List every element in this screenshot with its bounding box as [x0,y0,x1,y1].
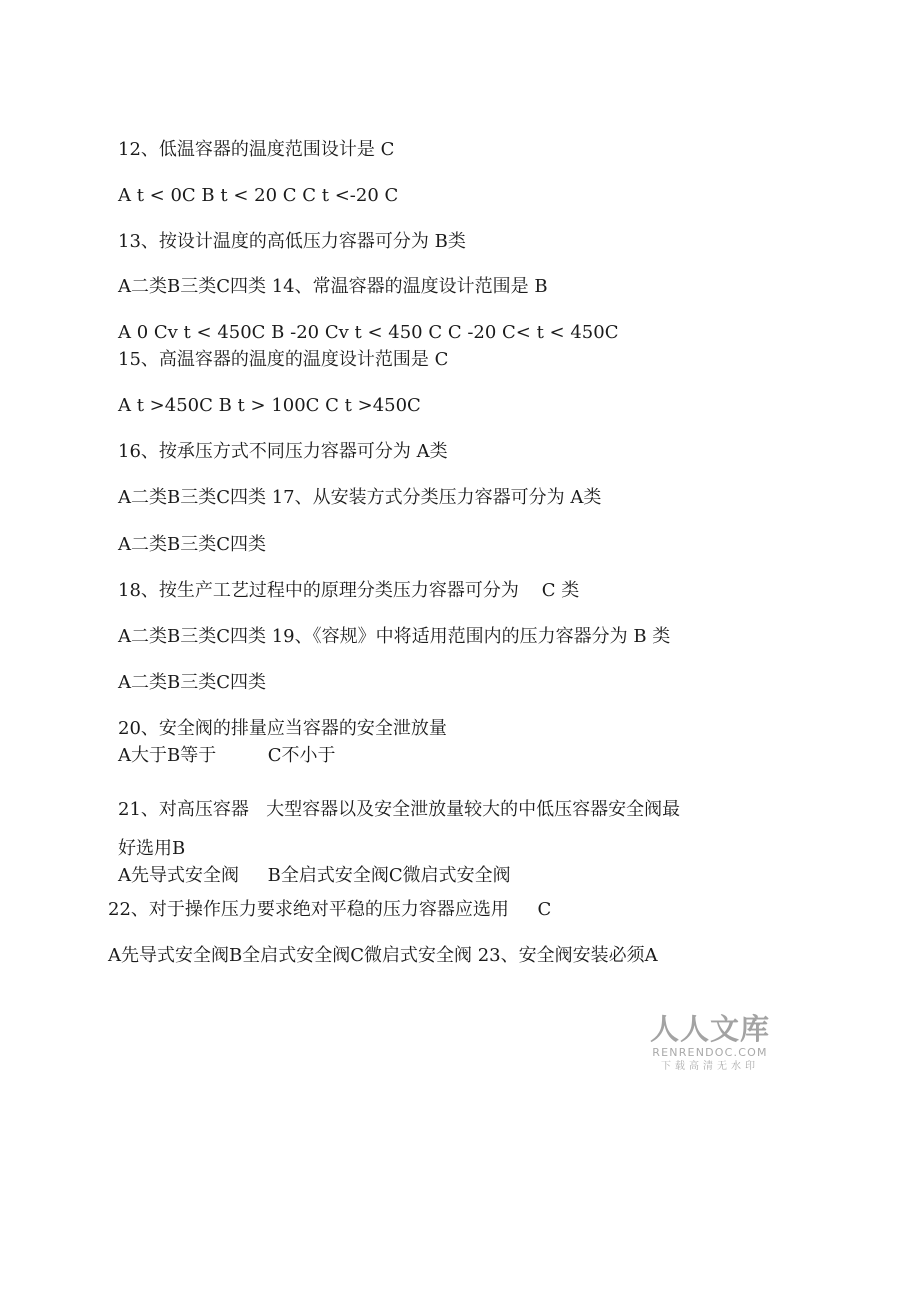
watermark-title: 人人文库 [649,1012,770,1046]
options-19: A二类B三类C四类 [118,672,266,693]
question-13: 13、按设计温度的高低压力容器可分为 B类 [118,231,466,252]
watermark-domain: RENRENDOC.COM [652,1046,768,1059]
question-20: 20、安全阀的排量应当容器的安全泄放量 [118,718,447,739]
question-16: 16、按承压方式不同压力容器可分为 A类 [118,441,448,462]
question-18: 18、按生产工艺过程中的原理分类压力容器可分为 C 类 [118,580,580,601]
options-16-question-17: A二类B三类C四类 17、从安装方式分类压力容器可分为 A类 [118,487,602,508]
options-18-question-19: A二类B三类C四类 19、《容规》中将适用范围内的压力容器分为 B 类 [118,626,671,647]
options-15: A t >450C B t > 100C C t >450C [118,395,421,416]
question-21: 21、对高压容器 大型容器以及安全泄放量较大的中低压容器安全阀最 [118,799,681,820]
options-20: A大于B等于 C不小于 [118,745,336,766]
options-17: A二类B三类C四类 [118,534,266,555]
question-12: 12、低温容器的温度范围设计是 C [118,139,395,160]
options-14: A 0 Cv t < 450C B -20 Cv t < 450 C C -20 C< t < 450C [118,322,619,343]
watermark-slogan: 下载高清无水印 [661,1061,759,1072]
options-21: A先导式安全阀 B全启式安全阀C微启式安全阀 [118,865,511,886]
options-22-question-23: A先导式安全阀B全启式安全阀C微启式安全阀 23、安全阀安装必须A [108,945,658,966]
options-13-question-14: A二类B三类C四类 14、常温容器的温度设计范围是 B [118,276,548,297]
question-22: 22、对于操作压力要求绝对平稳的压力容器应选用 C [108,899,552,920]
question-21-cont: 好选用B [118,838,186,859]
watermark-logo [640,1012,780,1074]
options-12: A t < 0C B t < 20 C C t <-20 C [118,185,399,206]
question-15: 15、高温容器的温度的温度设计范围是 C [118,349,449,370]
